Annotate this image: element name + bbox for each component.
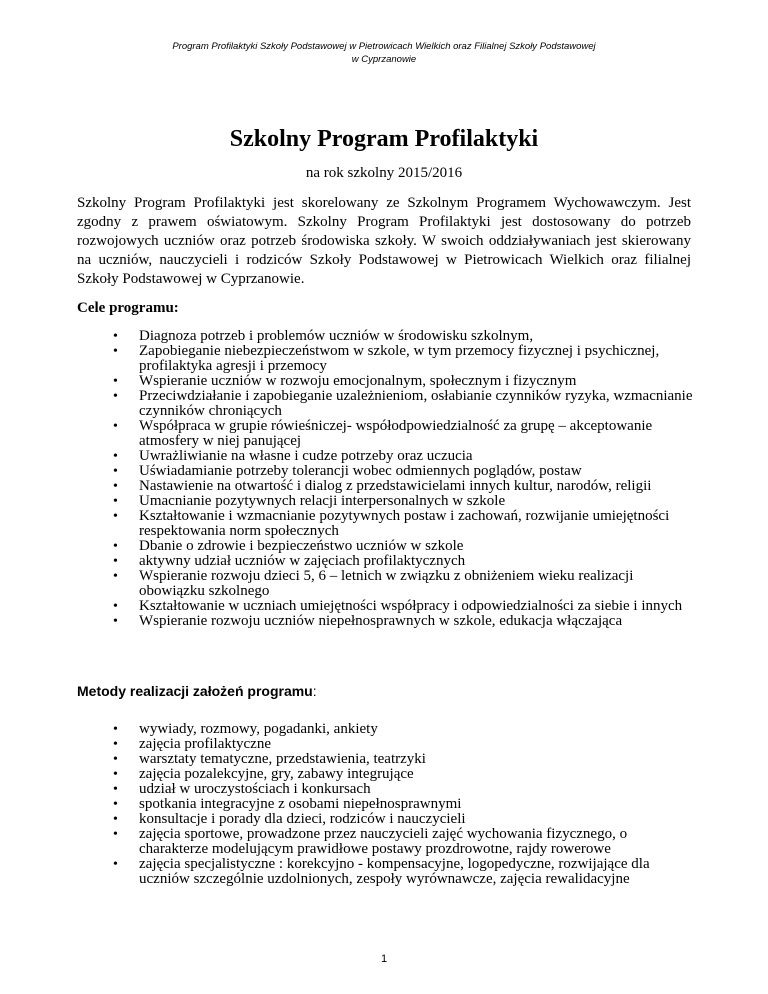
intro-paragraph: Szkolny Program Profilaktyki jest skorelowany ze Szkolnym Programem Wychowawczym. Jest zgodny z prawem oświatowym. Szkolny Program Profilaktyki jest dostosowany do potrzeb rozwojowych uczniów oraz potrzeb środowiska szkoły. W swoich oddziaływaniach jest skierowany na uczniów, nauczycieli i rodziców Szkoły Podstawowej w Pietrowicach Wielkich oraz filialnej Szkoły Podstawowej w Cyprzanowie. <box>77 195 691 287</box>
list-item: • Wspieranie rozwoju dzieci 5, 6 – letnich w związku z obniżeniem wieku realizacji obowiązku szkolnego <box>113 569 693 599</box>
list-item: • Kształtowanie w uczniach umiejętności współpracy i odpowiedzialności za siebie i innych <box>113 599 693 614</box>
list-item: • Uświadamianie potrzeby tolerancji wobec odmiennych poglądów, postaw <box>113 464 693 479</box>
list-item: • aktywny udział uczniów w zajęciach profilaktycznych <box>113 554 693 569</box>
list-item: • konsultacje i porady dla dzieci, rodziców i nauczycieli <box>113 812 693 827</box>
page-header <box>0 40 768 66</box>
list-item: • zajęcia profilaktyczne <box>113 737 693 752</box>
metody-heading-text: Metody realizacji założeń programu <box>77 683 313 699</box>
list-item: • wywiady, rozmowy, pogadanki, ankiety <box>113 722 693 737</box>
list-item: • zajęcia sportowe, prowadzone przez nauczycieli zajęć wychowania fizycznego, o charakterze modelującym prawidłowe postawy prozdrowotne, rajdy rowerowe <box>113 827 693 857</box>
list-item: • Uwrażliwianie na własne i cudze potrzeby oraz uczucia <box>113 449 693 464</box>
metody-heading-colon: : <box>312 683 317 699</box>
list-item: • zajęcia pozalekcyjne, gry, zabawy integrujące <box>113 767 693 782</box>
header-line-1: Program Profilaktyki Szkoły Podstawowej w Pietrowicach Wielkich oraz Filialnej Szkoły Podstawowej <box>172 41 596 52</box>
list-item: • Umacnianie pozytywnych relacji interpersonalnych w szkole <box>113 494 693 509</box>
header-line-2: w Cyprzanowie <box>351 54 417 65</box>
list-item: • Kształtowanie i wzmacnianie pozytywnych postaw i zachowań, rozwijanie umiejętności respektowania norm społecznych <box>113 509 693 539</box>
list-item: • Diagnoza potrzeb i problemów uczniów w środowisku szkolnym, <box>113 329 693 344</box>
document-title: Szkolny Program Profilaktyki <box>229 126 539 152</box>
list-item: • Przeciwdziałanie i zapobieganie uzależnieniom, osłabianie czynników ryzyka, wzmacnianie czynników chroniących <box>113 389 693 419</box>
list-item: • udział w uroczystościach i konkursach <box>113 782 693 797</box>
list-item: • Wspieranie uczniów w rozwoju emocjonalnym, społecznym i fizycznym <box>113 374 693 389</box>
list-item: • Zapobieganie niebezpieczeństwom w szkole, w tym przemocy fizycznej i psychicznej, profilaktyka agresji i przemocy <box>113 344 693 374</box>
list-item: • Wspieranie rozwoju uczniów niepełnosprawnych w szkole, edukacja włączająca <box>113 614 693 629</box>
list-item: • spotkania integracyjne z osobami niepełnosprawnymi <box>113 797 693 812</box>
cele-heading: Cele programu: <box>77 300 179 316</box>
list-item: • Dbanie o zdrowie i bezpieczeństwo uczniów w szkole <box>113 539 693 554</box>
document-subtitle: na rok szkolny 2015/2016 <box>305 165 463 181</box>
page-number: 1 <box>380 953 388 965</box>
cele-list <box>113 329 693 629</box>
list-item: • zajęcia specjalistyczne : korekcyjno - kompensacyjne, logopedyczne, rozwijające dla uczniów szczególnie uzdolnionych, zespoły wyrównawcze, zajęcia rewalidacyjne <box>113 857 693 887</box>
list-item: • warsztaty tematyczne, przedstawienia, teatrzyki <box>113 752 693 767</box>
list-item: • Współpraca w grupie rówieśniczej- współodpowiedzialność za grupę – akceptowanie atmosfery w niej panującej <box>113 419 693 449</box>
metody-heading <box>77 683 317 699</box>
metody-list <box>113 722 693 887</box>
list-item: • Nastawienie na otwartość i dialog z przedstawicielami innych kultur, narodów, religii <box>113 479 693 494</box>
